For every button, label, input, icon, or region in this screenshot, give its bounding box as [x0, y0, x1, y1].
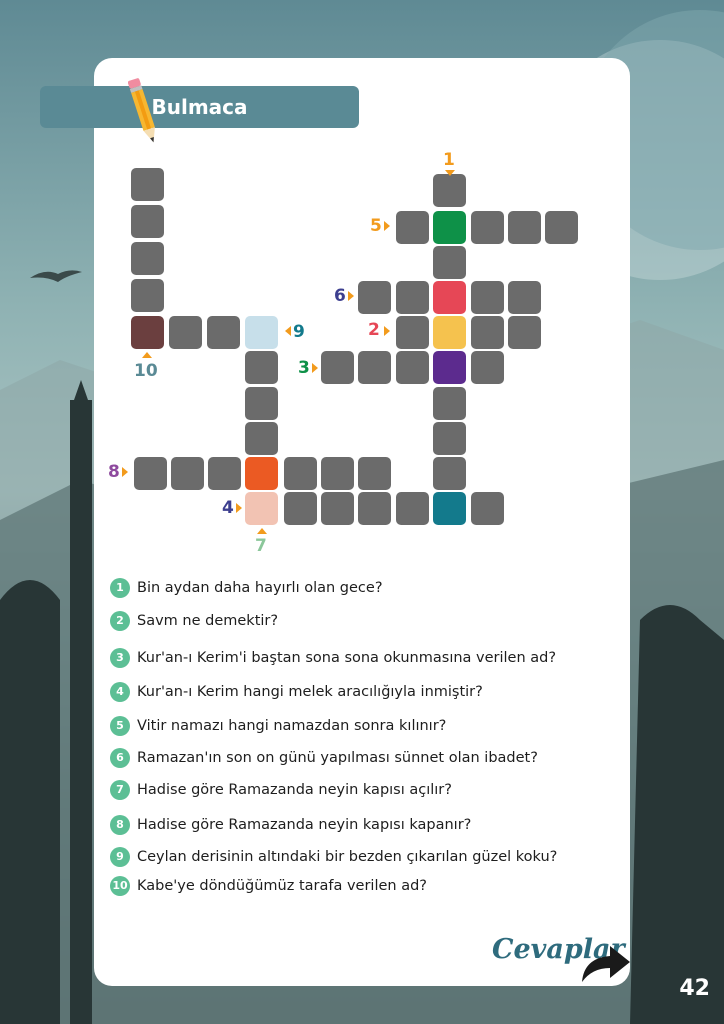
clue-number-3: 3 — [298, 358, 310, 378]
crossword-cell[interactable] — [284, 457, 317, 490]
question-text: Hadise göre Ramazanda neyin kapısı kapanır? — [137, 817, 472, 833]
clue-number-8: 8 — [108, 462, 120, 482]
crossword-cell[interactable] — [433, 174, 466, 207]
crossword-cell[interactable] — [396, 351, 429, 384]
clue-number-7: 7 — [255, 536, 267, 556]
crossword-cell[interactable] — [433, 492, 466, 525]
crossword-cell[interactable] — [396, 316, 429, 349]
clue-number-2: 2 — [368, 320, 380, 340]
pencil-icon — [128, 74, 158, 146]
arrow-left-icon — [285, 326, 291, 336]
crossword-cell[interactable] — [245, 422, 278, 455]
arrow-right-icon — [312, 363, 318, 373]
crossword-cell[interactable] — [131, 168, 164, 201]
arrow-right-icon[interactable] — [578, 940, 632, 986]
crossword-cell[interactable] — [358, 457, 391, 490]
crossword-cell[interactable] — [245, 387, 278, 420]
crossword-cell[interactable] — [433, 281, 466, 314]
crossword-cell[interactable] — [245, 457, 278, 490]
crossword-cell[interactable] — [321, 457, 354, 490]
crossword-cell[interactable] — [471, 211, 504, 244]
arrow-right-icon — [384, 326, 390, 336]
crossword-cell[interactable] — [207, 316, 240, 349]
crossword-cell[interactable] — [358, 281, 391, 314]
crossword-cell[interactable] — [471, 281, 504, 314]
arrow-right-icon — [384, 221, 390, 231]
question-text: Kur'an-ı Kerim'i baştan sona sona okunmasına verilen ad? — [137, 650, 557, 666]
crossword-cell[interactable] — [171, 457, 204, 490]
clue-number-6: 6 — [334, 286, 346, 306]
arrow-down-icon — [445, 170, 455, 176]
crossword-cell[interactable] — [545, 211, 578, 244]
crossword-cell[interactable] — [433, 457, 466, 490]
crossword-cell[interactable] — [169, 316, 202, 349]
clue-number-1: 1 — [443, 150, 455, 170]
question-number-badge: 9 — [110, 847, 130, 867]
crossword-cell[interactable] — [131, 279, 164, 312]
question-text: Savm ne demektir? — [137, 613, 279, 629]
crossword-cell[interactable] — [396, 281, 429, 314]
question-text: Ramazan'ın son on günü yapılması sünnet olan ibadet? — [137, 750, 538, 766]
clue-number-10: 10 — [134, 361, 158, 381]
crossword-cell[interactable] — [471, 316, 504, 349]
crossword-cell[interactable] — [396, 211, 429, 244]
arrow-right-icon — [122, 467, 128, 477]
title-bar — [40, 86, 359, 128]
crossword-cell[interactable] — [134, 457, 167, 490]
crossword-cell[interactable] — [433, 246, 466, 279]
crossword-cell[interactable] — [433, 316, 466, 349]
question-number-badge: 3 — [110, 648, 130, 668]
arrow-right-icon — [348, 291, 354, 301]
page-title: Bulmaca — [151, 95, 248, 119]
question-number-badge: 6 — [110, 748, 130, 768]
crossword-cell[interactable] — [433, 387, 466, 420]
crossword-cell[interactable] — [131, 316, 164, 349]
crossword-cell[interactable] — [245, 351, 278, 384]
question-number-badge: 1 — [110, 578, 130, 598]
question-number-badge: 2 — [110, 611, 130, 631]
crossword-cell[interactable] — [358, 492, 391, 525]
crossword-cell[interactable] — [433, 211, 466, 244]
crossword-cell[interactable] — [131, 205, 164, 238]
question-number-badge: 4 — [110, 682, 130, 702]
crossword-cell[interactable] — [508, 211, 541, 244]
crossword-cell[interactable] — [433, 351, 466, 384]
clue-number-4: 4 — [222, 498, 234, 518]
arrow-up-icon — [142, 352, 152, 358]
crossword-cell[interactable] — [508, 281, 541, 314]
question-text: Hadise göre Ramazanda neyin kapısı açılır? — [137, 782, 452, 798]
crossword-cell[interactable] — [433, 422, 466, 455]
crossword-cell[interactable] — [321, 351, 354, 384]
arrow-up-icon — [257, 528, 267, 534]
crossword-cell[interactable] — [284, 492, 317, 525]
crossword-cell[interactable] — [471, 492, 504, 525]
question-number-badge: 5 — [110, 716, 130, 736]
question-number-badge: 10 — [110, 876, 130, 896]
crossword-cell[interactable] — [321, 492, 354, 525]
crossword-cell[interactable] — [208, 457, 241, 490]
page-number: 42 — [679, 976, 710, 1001]
clue-number-5: 5 — [370, 216, 382, 236]
crossword-cell[interactable] — [245, 492, 278, 525]
crossword-cell[interactable] — [358, 351, 391, 384]
question-number-badge: 7 — [110, 780, 130, 800]
question-text: Kur'an-ı Kerim hangi melek aracılığıyla inmiştir? — [137, 684, 483, 700]
arrow-right-icon — [236, 503, 242, 513]
crossword-cell[interactable] — [471, 351, 504, 384]
clue-number-9: 9 — [293, 322, 305, 342]
crossword-cell[interactable] — [396, 492, 429, 525]
question-text: Ceylan derisinin altındaki bir bezden çıkarılan güzel koku? — [137, 849, 558, 865]
question-text: Kabe'ye döndüğümüz tarafa verilen ad? — [137, 878, 427, 894]
crossword-cell[interactable] — [131, 242, 164, 275]
crossword-cell[interactable] — [245, 316, 278, 349]
question-text: Bin aydan daha hayırlı olan gece? — [137, 580, 383, 596]
crossword-cell[interactable] — [508, 316, 541, 349]
question-text: Vitir namazı hangi namazdan sonra kılınır? — [137, 718, 447, 734]
question-number-badge: 8 — [110, 815, 130, 835]
answers-link[interactable]: Cevaplar — [492, 934, 625, 965]
